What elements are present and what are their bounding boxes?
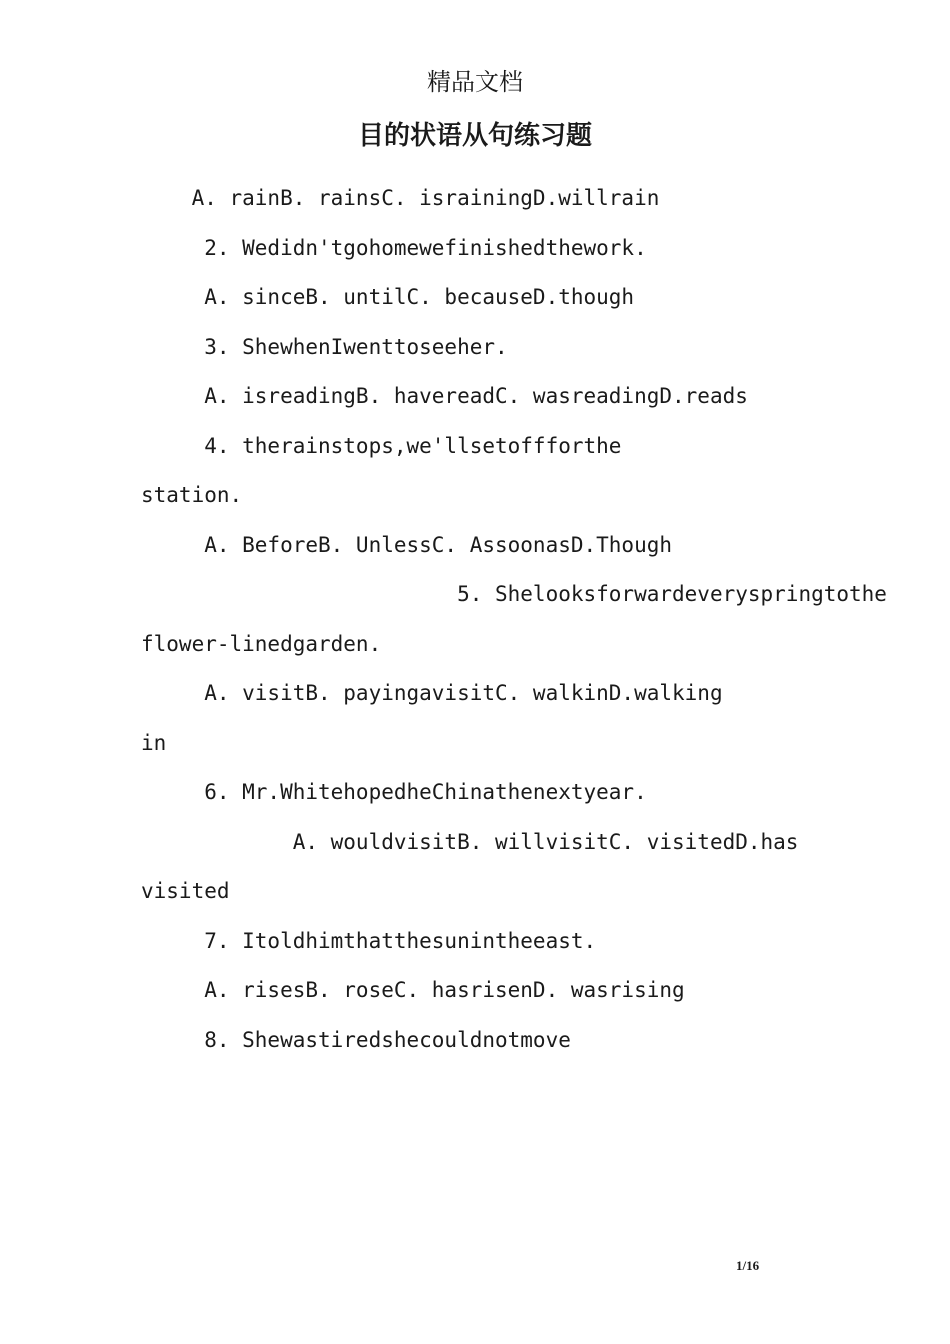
text-line: in bbox=[141, 730, 167, 755]
text-line: A. risesB. roseC. hasrisenD. wasrising bbox=[141, 978, 685, 1002]
text-line: visited bbox=[141, 879, 230, 903]
document-title: 目的状语从句练习题 bbox=[357, 121, 592, 151]
text-line: A. rainB. rainsC. israiningD.willrain bbox=[141, 186, 660, 210]
text-line: 5. Shelooksforwardeveryspringtothe bbox=[141, 582, 887, 606]
text-line: 3. ShewhenIwenttoseeher. bbox=[141, 334, 508, 359]
text-line: 8. Shewastiredshecouldnotmove bbox=[141, 1027, 571, 1052]
text-line: A. visitB. payingavisitC. walkinD.walking bbox=[141, 681, 723, 705]
text-line: A. sinceB. untilC. becauseD.though bbox=[141, 285, 635, 309]
text-line: 2. Wedidn'tgohomewefinishedthework. bbox=[141, 235, 647, 260]
page-header: 精品文档 bbox=[427, 68, 523, 96]
text-line: 4. therainstops,we'llsetoffforthe bbox=[141, 433, 622, 458]
text-line: station. bbox=[141, 483, 243, 507]
page-number: 1/16 bbox=[736, 1258, 760, 1273]
document-body bbox=[141, 174, 887, 1065]
text-line: 6. Mr.WhitehopedheChinathenextyear. bbox=[141, 780, 647, 804]
text-line: A. isreadingB. havereadC. wasreadingD.reads bbox=[141, 384, 748, 408]
text-line: A. BeforeB. UnlessC. AssoonasD.Though bbox=[141, 532, 673, 557]
text-line: 7. Itoldhimthatthesunintheeast. bbox=[141, 928, 597, 953]
text-line: A. wouldvisitB. willvisitC. visitedD.has bbox=[141, 829, 799, 854]
text-line: flower-linedgarden. bbox=[141, 631, 382, 656]
